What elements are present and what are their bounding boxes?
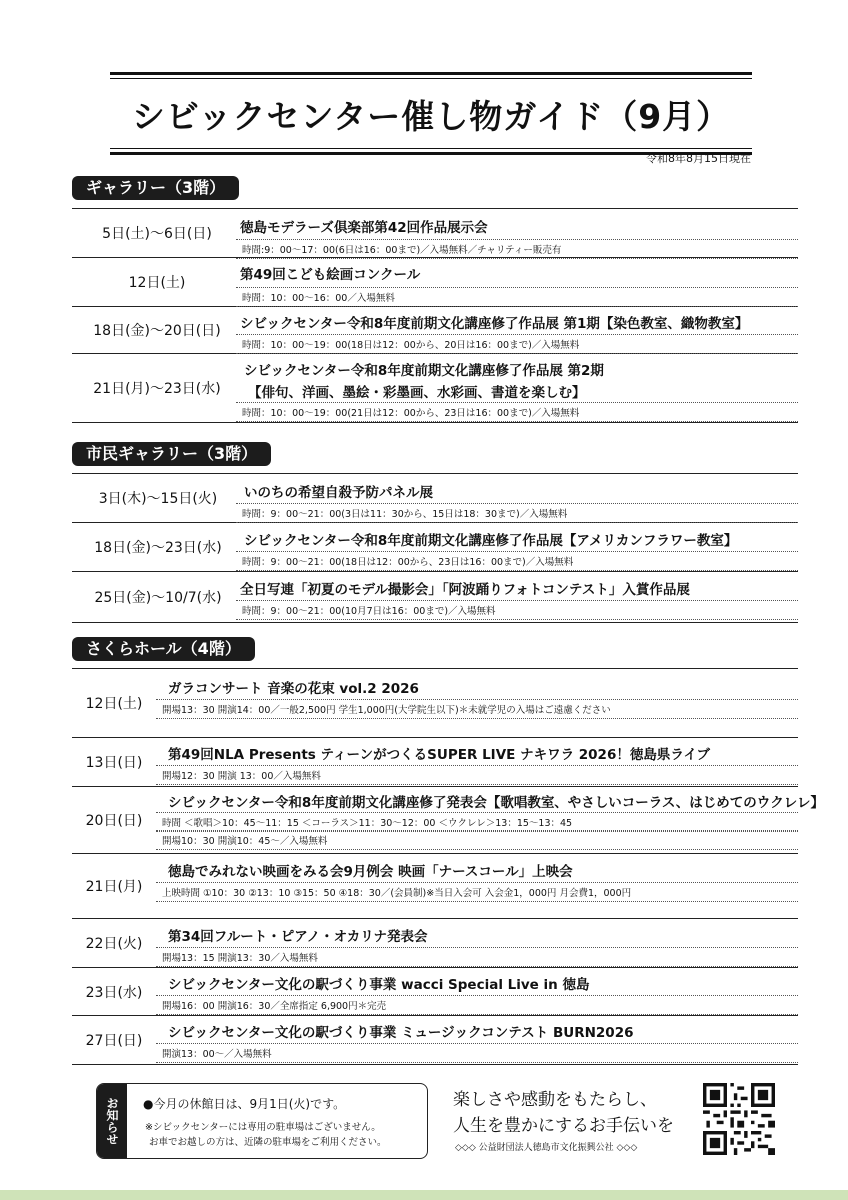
event-title: シビックセンター令和8年度前期文化講座修了作品展【アメリカンフラワー教室】 (244, 533, 738, 549)
event-date: 3日(木)～15日(火) (98, 491, 218, 507)
slogan-line-2: 人生を豊かにするお手伝いを (453, 1116, 674, 1136)
event-title: 第34回フルート・ピアノ・オカリナ発表会 (168, 929, 428, 945)
table-row (72, 1016, 798, 1065)
event-title-sub: 【俳句、洋画、墨絵・彩墨画、水彩画、書道を楽しむ】 (248, 385, 586, 401)
event-detail: 開演13：00～／入場無料 (156, 1043, 798, 1063)
event-detail: 時間：10：00～19：00(18日は12：00から、20日は16：00まで)／入場無料 (236, 334, 798, 354)
event-title: シビックセンター文化の駅づくり事業 wacci Special Live in 徳島 (168, 977, 590, 993)
event-title: いのちの希望自殺予防パネル展 (244, 485, 433, 501)
notice-box (96, 1083, 428, 1159)
event-detail: 開場12：30 開演 13：00／入場無料 (156, 765, 798, 785)
event-detail: 開場13：15 開演13：30／入場無料 (156, 947, 798, 967)
event-title: ガラコンサート 音楽の花束 vol.2 2026 (168, 681, 419, 697)
table-row (72, 474, 798, 523)
event-detail: 時間：9：00～21：00(3日は11：30から、15日は18：30まで)／入場無料 (236, 503, 798, 523)
table-row (72, 354, 798, 423)
notice-parking-sub: お車でお越しの方は、近隣の駐車場をご利用ください。 (149, 1137, 387, 1148)
event-date: 12日(土) (85, 696, 143, 712)
notice-closed-day: ●今月の休館日は、9月1日(火)です。 (143, 1097, 346, 1111)
page-title: シビックセンター催し物ガイド（9月） (131, 97, 731, 136)
table-row (72, 669, 798, 738)
table-row (72, 307, 798, 354)
event-detail: 開場13：30 開演14：00／一般2,500円 学生1,000円(大学院生以下)＊未就学児の入場はご遠慮ください (156, 699, 798, 719)
event-detail: 上映時間 ①10：30 ②13：10 ③15：50 ④18：30／(会員制)※当日入会可 入会金1，000円 月会費1，000円 (156, 882, 798, 902)
title-rule-top (110, 72, 752, 79)
slogan-line-1: 楽しさや感動をもたらし、 (453, 1090, 657, 1110)
event-title: 第49回NLA Presents ティーンがつくるSUPER LIVE ナキワラ 2026！徳島県ライブ (168, 747, 711, 763)
event-detail: 時間：9：00～21：00(10月7日は16：00まで)／入場無料 (236, 600, 798, 620)
event-title: シビックセンター文化の駅づくり事業 ミュージックコンテスト BURN2026 (168, 1025, 634, 1041)
event-title: 第49回こども絵画コンクール (240, 267, 421, 283)
table-row (72, 572, 798, 623)
section-label-citizen-gallery: 市民ギャラリー（3階） (72, 442, 271, 466)
event-detail: 時間:9：00～17：00(6日は16：00まで)／入場無料／チャリティー販売有 (236, 239, 798, 259)
table-row (72, 258, 798, 307)
notice-tag: お知らせ (97, 1084, 127, 1158)
event-title: 徳島モデラーズ倶楽部第42回作品展示会 (240, 220, 488, 236)
event-detail: 開場16：00 開演16：30／全席指定 6,900円＊完売 (156, 995, 798, 1015)
event-detail: 時間 ＜歌唱＞10：45～11：15 ＜コーラス＞11：30～12：00 ＜ウクレレ＞13：15～13：45 (156, 812, 798, 832)
notice-parking: ※シビックセンターには専用の駐車場はございません。 (145, 1122, 381, 1133)
event-title: シビックセンター令和8年度前期文化講座修了作品展 第2期 (244, 363, 604, 379)
event-date: 25日(金)～10/7(水) (94, 590, 222, 606)
qr-code-icon[interactable] (703, 1083, 775, 1155)
event-date: 23日(水) (85, 984, 143, 1001)
table-row (72, 523, 798, 572)
organization-name: ◇◇◇ 公益財団法人徳島市文化振興公社 ◇◇◇ (455, 1143, 638, 1153)
table-row (72, 854, 798, 919)
event-date: 22日(火) (85, 936, 143, 952)
title-block (110, 72, 752, 155)
event-detail: 時間：10：00～19：00(21日は12：00から、23日は16：00まで)／入場無料 (236, 402, 798, 422)
event-title: シビックセンター令和8年度前期文化講座修了作品展 第1期【染色教室、織物教室】 (240, 316, 749, 332)
section-label-sakura-hall: さくらホール（4階） (72, 637, 255, 661)
event-title: 全日写連「初夏のモデル撮影会」「阿波踊りフォトコンテスト」入賞作品展 (240, 582, 690, 598)
event-date: 12日(土) (128, 275, 186, 291)
event-date: 18日(金)～20日(日) (93, 323, 221, 339)
event-date: 13日(日) (85, 755, 143, 771)
event-title: 徳島でみれない映画をみる会9月例会 映画「ナースコール」上映会 (168, 864, 573, 880)
event-title: シビックセンター令和8年度前期文化講座修了発表会【歌唱教室、やさしいコーラス、はじめてのウクレレ】 (168, 795, 824, 811)
event-date: 21日(月) (85, 879, 143, 895)
event-detail: 時間：10：00～16：00／入場無料 (236, 287, 798, 307)
as-of-date: 令和8年8月15日現在 (646, 152, 751, 165)
event-date: 20日(日) (85, 813, 143, 829)
table-row (72, 919, 798, 968)
table-row (72, 209, 798, 258)
citizen-gallery-table (72, 473, 798, 623)
event-detail-2: 開場10：30 開演10：45～／入場無料 (156, 830, 798, 850)
event-detail: 時間：9：00～21：00(18日は12：00から、23日は16：00まで)／入場無料 (236, 551, 798, 571)
event-date: 18日(金)～23日(水) (94, 540, 222, 556)
event-date: 27日(日) (85, 1033, 143, 1049)
table-row (72, 787, 824, 854)
gallery-table (72, 208, 798, 423)
table-row (72, 968, 798, 1016)
event-date: 21日(月)～23日(水) (93, 381, 221, 397)
sakura-hall-table (72, 668, 824, 1065)
bottom-color-bar (0, 1190, 848, 1200)
table-row (72, 738, 798, 787)
section-label-gallery: ギャラリー（3階） (72, 176, 239, 200)
event-date: 5日(土)～6日(日) (102, 226, 212, 242)
